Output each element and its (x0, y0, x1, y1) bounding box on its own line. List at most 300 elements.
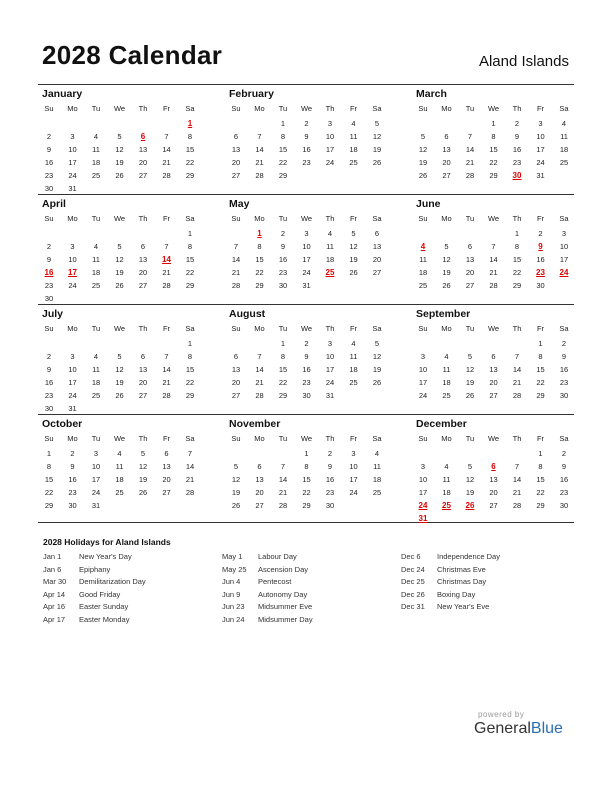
calendar-day: 10 (559, 242, 569, 251)
holiday-name: Easter Monday (79, 614, 130, 624)
calendar-day: 15 (536, 365, 545, 374)
weekday-header: We (113, 324, 126, 333)
calendar-day: 23 (559, 488, 569, 497)
calendar-day: 29 (185, 281, 195, 290)
weekday-header: Sa (559, 214, 569, 223)
calendar-day: 25 (91, 171, 101, 180)
calendar-day: 16 (68, 475, 77, 484)
calendar-day: 30 (44, 294, 54, 303)
calendar-day: 15 (255, 255, 264, 264)
calendar-day: 5 (117, 132, 122, 141)
calendar-day: 29 (185, 391, 195, 400)
powered-by-label: powered by (478, 710, 525, 719)
calendar-day: 3 (420, 352, 426, 361)
calendar-day: 5 (117, 242, 122, 251)
holiday-date: 31 (418, 514, 428, 523)
holiday-name: New Year's Eve (437, 602, 490, 611)
calendar-day: 9 (46, 145, 52, 154)
calendar-day: 16 (278, 255, 288, 264)
calendar-day: 5 (467, 352, 473, 361)
calendar-day: 17 (536, 145, 545, 154)
calendar-day: 15 (512, 255, 522, 264)
calendar-day: 2 (46, 352, 52, 361)
calendar-day: 2 (561, 449, 567, 458)
calendar-day: 1 (187, 229, 193, 238)
holiday-date: 23 (536, 268, 545, 277)
calendar-day: 21 (162, 158, 171, 167)
weekday-header: We (487, 104, 500, 113)
calendar-day: 22 (255, 268, 264, 277)
calendar-day: 30 (44, 404, 54, 413)
weekday-header: Sa (372, 434, 382, 443)
calendar-day: 22 (489, 158, 498, 167)
calendar-day: 22 (536, 488, 545, 497)
calendar-day: 25 (91, 281, 101, 290)
calendar-day: 24 (536, 158, 545, 167)
calendar-day: 13 (231, 365, 241, 374)
calendar-day: 24 (349, 488, 358, 497)
calendar-day: 3 (70, 352, 75, 361)
holiday-date: 14 (162, 255, 171, 264)
calendar-day: 1 (280, 339, 286, 348)
weekday-header: We (113, 214, 126, 223)
calendar-day: 17 (418, 378, 428, 387)
calendar-day: 3 (420, 462, 426, 471)
calendar-day: 11 (92, 145, 100, 154)
calendar-day: 9 (327, 462, 333, 471)
calendar-day: 19 (138, 475, 148, 484)
holiday-name: New Year's Day (79, 552, 132, 561)
calendar-day: 29 (255, 281, 264, 290)
calendar-day: 13 (138, 145, 148, 154)
weekday-header: Fr (162, 324, 171, 333)
calendar-day: 2 (280, 229, 286, 238)
calendar-day: 20 (489, 488, 498, 497)
calendar-day: 12 (372, 352, 382, 361)
calendar-day: 20 (138, 158, 148, 167)
calendar-day: 17 (418, 488, 428, 497)
calendar-day: 27 (255, 501, 264, 510)
calendar-day: 4 (351, 119, 356, 128)
calendar-day: 25 (349, 378, 358, 387)
calendar-day: 29 (512, 281, 522, 290)
calendar-day: 11 (442, 365, 451, 374)
calendar-day: 21 (512, 378, 522, 387)
calendar-day: 20 (138, 378, 148, 387)
month-name: June (416, 198, 441, 210)
weekday-header: Su (231, 324, 241, 333)
holiday-date-label: Mar 30 (43, 577, 67, 586)
calendar-day: 29 (489, 171, 498, 180)
calendar-day: 26 (465, 391, 475, 400)
weekday-header: Su (418, 324, 428, 333)
weekday-header: Th (325, 214, 335, 223)
calendar-day: 7 (164, 352, 169, 361)
calendar-day: 14 (231, 255, 241, 264)
weekday-header: Sa (559, 104, 569, 113)
calendar-day: 13 (255, 475, 264, 484)
weekday-header: Sa (559, 324, 569, 333)
calendar-day: 11 (326, 242, 334, 251)
holiday-date: 24 (418, 501, 428, 510)
calendar-day: 6 (444, 132, 449, 141)
month-name: August (229, 308, 266, 320)
calendar-day: 1 (538, 339, 543, 348)
calendar-day: 16 (559, 475, 569, 484)
calendar-day: 5 (351, 229, 356, 238)
calendar-day: 9 (280, 242, 286, 251)
calendar-day: 31 (91, 501, 101, 510)
weekday-header: Th (138, 434, 148, 443)
holiday-name: Pentecost (258, 577, 292, 586)
weekday-header: Th (512, 434, 522, 443)
calendar-day: 9 (304, 352, 309, 361)
calendar-day: 21 (278, 488, 288, 497)
weekday-header: Su (44, 324, 54, 333)
holiday-date-label: Jan 1 (43, 552, 62, 561)
holiday-date-label: Dec 6 (401, 552, 421, 561)
calendar-day: 12 (349, 242, 358, 251)
calendar-day: 5 (233, 462, 239, 471)
calendar-day: 24 (302, 268, 311, 277)
calendar-day: 7 (257, 352, 262, 361)
calendar-day: 17 (325, 365, 335, 374)
brand-general: General (474, 720, 531, 737)
calendar-day: 26 (372, 378, 382, 387)
weekday-header: Mo (67, 324, 78, 333)
calendar-day: 14 (255, 365, 264, 374)
calendar-day: 20 (231, 378, 241, 387)
calendar-day: 4 (117, 449, 122, 458)
calendar-day: 13 (231, 145, 241, 154)
calendar-day: 6 (164, 449, 169, 458)
calendar-day: 24 (68, 171, 77, 180)
calendar-day: 8 (46, 462, 52, 471)
calendar-day: 26 (372, 158, 382, 167)
calendar-day: 22 (185, 378, 195, 387)
weekday-header: Mo (67, 104, 78, 113)
calendar-day: 3 (561, 229, 567, 238)
calendar-day: 18 (325, 255, 335, 264)
calendar-day: 22 (44, 488, 54, 497)
calendar-day: 6 (374, 229, 380, 238)
holiday-name: Autonomy Day (258, 589, 308, 599)
calendar-day: 23 (302, 378, 311, 387)
calendar-day: 14 (489, 255, 498, 264)
calendar-day: 19 (418, 158, 428, 167)
weekday-header: Mo (254, 434, 265, 443)
calendar-day: 20 (372, 255, 382, 264)
weekday-header: We (487, 324, 500, 333)
calendar-day: 8 (187, 242, 193, 251)
holiday-name: Christmas Eve (437, 564, 486, 574)
weekday-header: Th (512, 104, 522, 113)
month-name: March (416, 88, 447, 100)
calendar-day: 18 (115, 475, 124, 484)
weekday-header: Tu (91, 104, 101, 113)
calendar-day: 27 (231, 171, 241, 180)
calendar-day: 1 (304, 449, 309, 458)
calendar-day: 22 (185, 268, 195, 277)
calendar-day: 17 (325, 145, 335, 154)
calendar-day: 22 (185, 158, 195, 167)
calendar-day: 29 (278, 171, 288, 180)
weekday-header: Fr (536, 214, 545, 223)
holiday-date-label: May 1 (222, 552, 243, 561)
calendar-day: 14 (162, 365, 171, 374)
holiday-name: Midsummer Day (258, 614, 313, 624)
calendar-day: 12 (372, 132, 382, 141)
calendar-day: 16 (512, 145, 522, 154)
calendar-day: 24 (68, 391, 77, 400)
calendar-day: 22 (278, 378, 288, 387)
calendar-day: 14 (465, 145, 475, 154)
calendar-day: 20 (231, 158, 241, 167)
calendar-day: 29 (536, 391, 545, 400)
calendar-day: 8 (187, 132, 193, 141)
weekday-header: Sa (372, 324, 382, 333)
calendar-day: 7 (467, 132, 473, 141)
calendar-day: 4 (444, 352, 449, 361)
weekday-header: Sa (372, 214, 382, 223)
calendar-day: 12 (442, 255, 451, 264)
holiday-date-label: Dec 24 (401, 564, 425, 574)
weekday-header: We (487, 214, 500, 223)
calendar-day: 19 (115, 378, 124, 387)
calendar-day: 21 (185, 475, 195, 484)
calendar-day: 30 (536, 281, 545, 290)
weekday-header: Mo (254, 324, 265, 333)
brand-logo[interactable] (474, 720, 563, 738)
calendar-day: 10 (349, 462, 358, 471)
calendar-day: 9 (70, 462, 75, 471)
calendar-day: 25 (91, 391, 101, 400)
calendar-day: 10 (325, 352, 335, 361)
weekday-header: Su (44, 214, 54, 223)
calendar-day: 22 (302, 488, 311, 497)
holiday-name: Labour Day (258, 552, 297, 561)
calendar-day: 1 (187, 339, 193, 348)
calendar-day: 20 (442, 158, 451, 167)
calendar-day: 26 (115, 281, 124, 290)
calendar-day: 29 (278, 391, 288, 400)
calendar-day: 17 (559, 255, 569, 264)
calendar-day: 11 (373, 462, 381, 471)
calendar-day: 31 (302, 281, 311, 290)
weekday-header: Fr (349, 324, 358, 333)
weekday-header: We (300, 214, 313, 223)
calendar-day: 2 (46, 242, 52, 251)
calendar-day: 25 (115, 488, 124, 497)
calendar-day: 2 (561, 339, 567, 348)
calendar-day: 19 (442, 268, 451, 277)
calendar-day: 28 (489, 281, 498, 290)
month-june (412, 194, 574, 304)
calendar-day: 13 (489, 475, 498, 484)
month-name: February (229, 88, 274, 100)
calendar-day: 10 (302, 242, 311, 251)
month-name: April (42, 198, 66, 210)
calendar-day: 28 (185, 488, 195, 497)
calendar-day: 15 (278, 145, 288, 154)
weekday-header: Mo (254, 214, 265, 223)
calendar-day: 28 (162, 171, 171, 180)
calendar-day: 8 (538, 462, 543, 471)
calendar-day: 29 (302, 501, 311, 510)
calendar-day: 18 (442, 488, 451, 497)
calendar-day: 4 (374, 449, 380, 458)
calendar-day: 16 (302, 365, 311, 374)
holiday-date: 4 (420, 242, 426, 251)
holiday-date-label: May 25 (222, 564, 247, 574)
calendar-day: 29 (536, 501, 545, 510)
calendar-day: 2 (538, 229, 543, 238)
calendar-day: 26 (349, 268, 358, 277)
weekday-header: We (300, 434, 313, 443)
calendar-day: 6 (140, 352, 146, 361)
holiday-date: 25 (442, 501, 451, 510)
calendar-day: 11 (349, 132, 358, 141)
month-october (38, 414, 200, 524)
calendar-day: 27 (162, 488, 171, 497)
calendar-day: 3 (304, 229, 309, 238)
month-name: October (42, 418, 83, 430)
calendar-day: 31 (68, 184, 77, 193)
calendar-day: 27 (465, 281, 475, 290)
calendar-day: 14 (255, 145, 264, 154)
calendar-day: 16 (44, 378, 54, 387)
weekday-header: Tu (278, 104, 288, 113)
weekday-header: We (113, 434, 126, 443)
month-name: July (42, 308, 64, 320)
calendar-day: 1 (538, 449, 543, 458)
holiday-date-label: Dec 31 (401, 602, 425, 611)
calendar-day: 21 (489, 268, 498, 277)
calendar-day: 6 (140, 242, 146, 251)
weekday-header: Tu (465, 434, 475, 443)
country-name: Aland Islands (478, 53, 569, 70)
calendar-day: 12 (465, 365, 475, 374)
calendar-day: 10 (536, 132, 545, 141)
calendar-day: 30 (68, 501, 77, 510)
calendar-day: 21 (465, 158, 475, 167)
weekday-header: We (487, 434, 500, 443)
calendar-day: 7 (164, 132, 169, 141)
calendar-day: 23 (44, 281, 54, 290)
weekday-header: Mo (441, 324, 452, 333)
calendar-day: 14 (512, 475, 522, 484)
calendar-day: 27 (138, 391, 148, 400)
calendar-day: 18 (418, 268, 428, 277)
calendar-day: 11 (92, 255, 100, 264)
calendar-day: 21 (255, 378, 264, 387)
calendar-day: 21 (512, 488, 522, 497)
weekday-header: Su (44, 434, 54, 443)
holiday-name: Boxing Day (437, 589, 476, 599)
holiday-date-label: Jun 4 (222, 577, 241, 586)
calendar-day: 1 (514, 229, 520, 238)
holiday-name: Easter Sunday (79, 602, 129, 611)
calendar-day: 12 (465, 475, 475, 484)
calendar-day: 27 (489, 501, 498, 510)
calendar-day: 9 (561, 352, 567, 361)
holiday-date: 30 (512, 171, 522, 180)
calendar-day: 24 (325, 378, 335, 387)
calendar-day: 10 (68, 255, 77, 264)
month-november (225, 414, 387, 524)
calendar-day: 11 (560, 132, 568, 141)
weekday-header: Mo (254, 104, 265, 113)
holiday-date: 1 (257, 229, 262, 238)
holiday-name: Independence Day (437, 552, 500, 561)
calendar-day: 8 (280, 352, 286, 361)
calendar-day: 5 (467, 462, 473, 471)
calendar-day: 23 (512, 158, 522, 167)
calendar-day: 2 (514, 119, 520, 128)
calendar-day: 12 (418, 145, 428, 154)
calendar-day: 20 (138, 268, 148, 277)
month-december (412, 414, 574, 524)
calendar-day: 26 (442, 281, 451, 290)
month-august (225, 304, 387, 414)
calendar-day: 28 (512, 391, 522, 400)
holiday-date: 6 (140, 132, 146, 141)
holiday-date: 25 (325, 268, 335, 277)
calendar-day: 25 (418, 281, 428, 290)
holiday-date: 9 (538, 242, 543, 251)
holiday-date-label: Jan 6 (43, 564, 62, 574)
calendar-day: 8 (491, 132, 496, 141)
calendar-day: 27 (372, 268, 382, 277)
calendar-day: 4 (93, 242, 99, 251)
weekday-header: Tu (278, 324, 288, 333)
weekday-header: Th (512, 324, 522, 333)
holiday-name: Good Friday (79, 589, 121, 599)
calendar-day: 5 (374, 339, 380, 348)
calendar-day: 3 (70, 242, 75, 251)
calendar-day: 15 (44, 475, 54, 484)
weekday-header: We (300, 324, 313, 333)
holiday-date: 26 (465, 501, 475, 510)
calendar-day: 27 (231, 391, 241, 400)
calendar-day: 23 (44, 391, 54, 400)
weekday-header: Sa (559, 434, 569, 443)
calendar-day: 18 (372, 475, 382, 484)
holiday-date: 6 (491, 462, 496, 471)
calendar-day: 28 (255, 171, 264, 180)
calendar-day: 3 (70, 132, 75, 141)
weekday-header: Tu (278, 214, 288, 223)
calendar-day: 4 (93, 352, 99, 361)
calendar-day: 30 (325, 501, 335, 510)
holiday-date-label: Dec 26 (401, 589, 425, 599)
weekday-header: We (113, 104, 126, 113)
weekday-header: Mo (67, 434, 78, 443)
calendar-day: 28 (162, 281, 171, 290)
weekday-header: Th (512, 214, 522, 223)
weekday-header: Fr (349, 104, 358, 113)
month-february (225, 84, 387, 194)
calendar-day: 11 (349, 352, 358, 361)
calendar-day: 6 (491, 352, 496, 361)
calendar-day: 18 (91, 378, 101, 387)
calendar-day: 14 (278, 475, 288, 484)
calendar-day: 26 (138, 488, 148, 497)
calendar-day: 8 (514, 242, 520, 251)
holidays-title: 2028 Holidays for Aland Islands (43, 537, 171, 547)
calendar-day: 12 (115, 365, 124, 374)
calendar-day: 12 (138, 462, 148, 471)
